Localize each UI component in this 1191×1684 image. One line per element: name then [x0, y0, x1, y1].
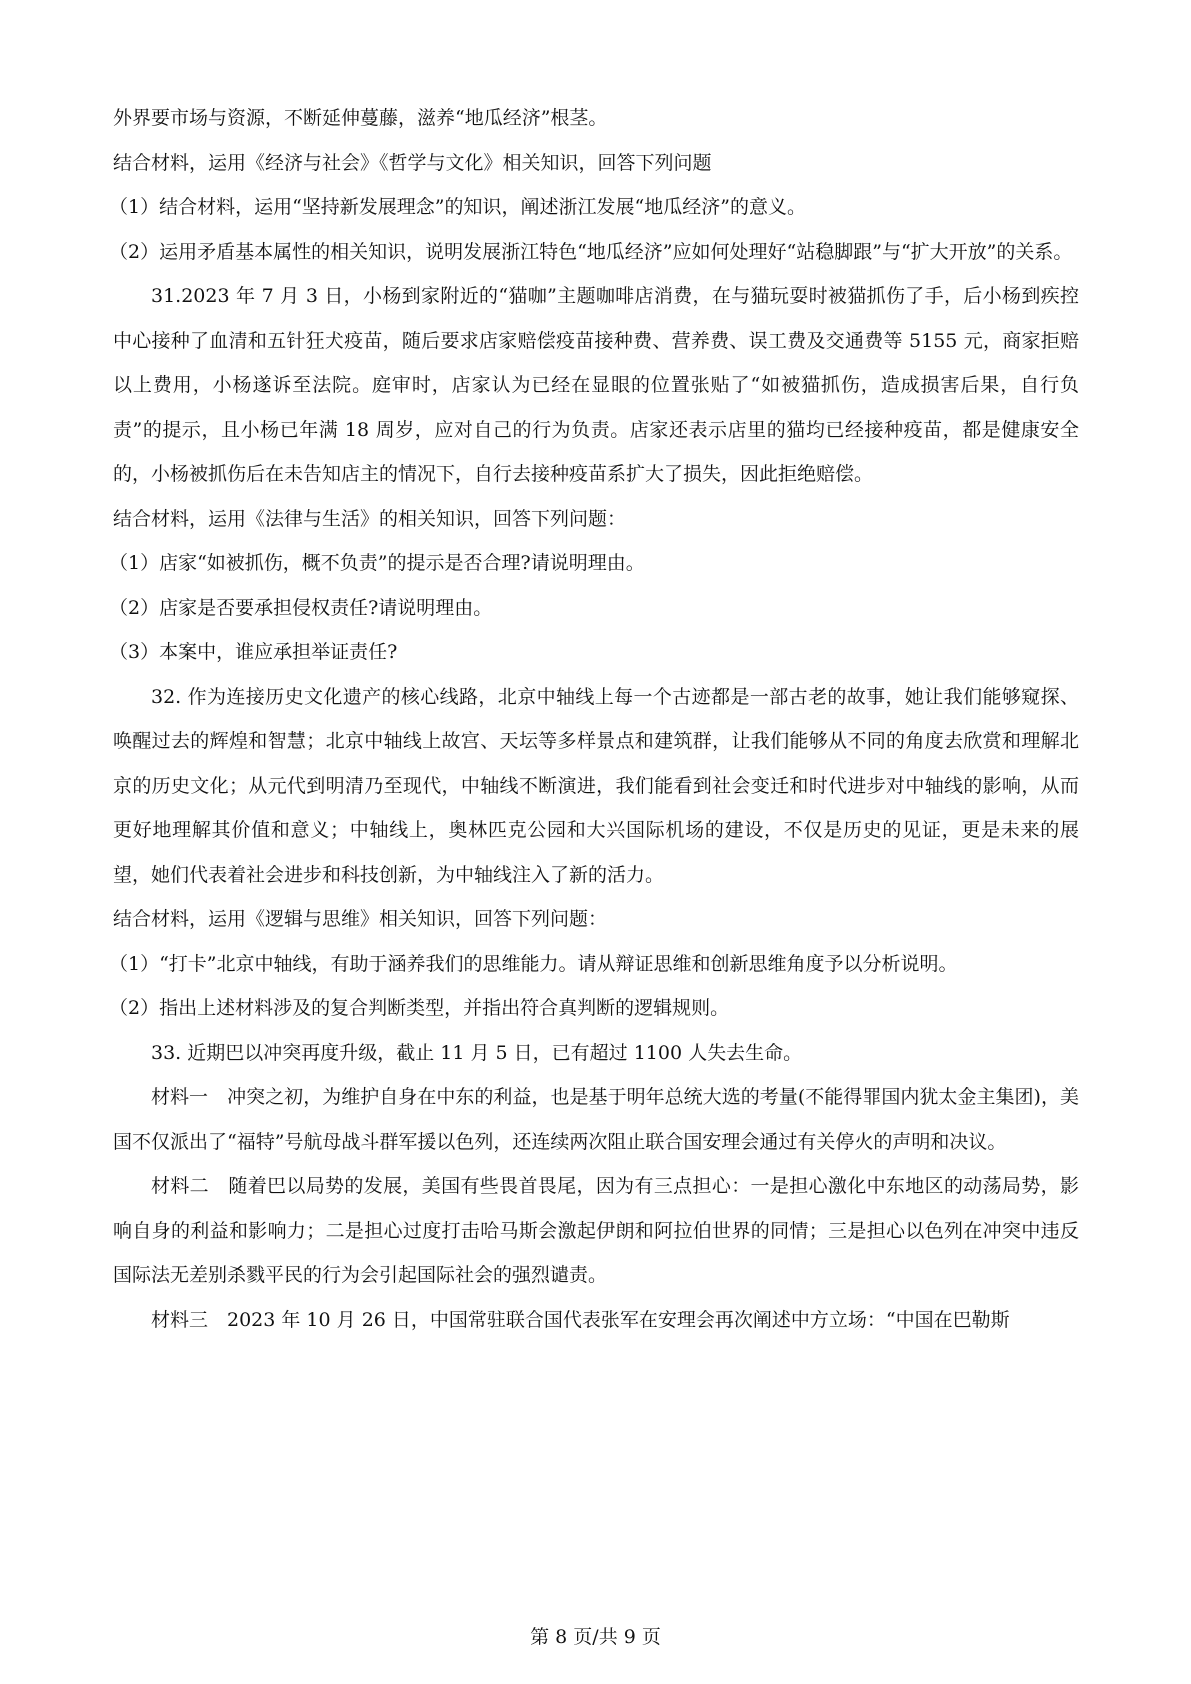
question-33-intro: 33. 近期巴以冲突再度升级，截止 11 月 5 日，已有超过 1100 人失去生命。 [151, 1041, 803, 1064]
paragraph-material-end: 外界要市场与资源，不断延伸蔓藤，滋养“地瓜经济”根茎。 [113, 107, 608, 129]
question-30-1: （1）结合材料，运用“坚持新发展理念”的知识，阐述浙江发展“地瓜经济”的意义。 [109, 196, 806, 218]
instruction-economy-philosophy: 结合材料，运用《经济与社会》《哲学与文化》相关知识，回答下列问题 [113, 151, 712, 174]
question-30-2: （2）运用矛盾基本属性的相关知识，说明发展浙江特色“地瓜经济”应如何处理好“站稳脚跟”与“扩大开放”的关系。 [109, 240, 1073, 263]
question-33-material-1: 材料一 冲突之初，为维护自身在中东的利益，也是基于明年总统大选的考量(不能得罪国内犹太金主集团)，美国不仅派出了“福特”号航母战斗群军援以色列，还连续两次阻止联合国安理会通过有关停火的声明和决议。 [113, 1086, 1080, 1153]
question-31-1: （1）店家“如被抓伤，概不负责”的提示是否合理?请说明理由。 [109, 552, 645, 574]
instruction-law-life: 结合材料，运用《法律与生活》的相关知识，回答下列问题： [113, 507, 627, 530]
question-32-1: （1）“打卡”北京中轴线，有助于涵养我们的思维能力。请从辩证思维和创新思维角度予以分析说明。 [109, 952, 958, 975]
page-footer: 第 8 页/共 9 页 [530, 1626, 661, 1648]
question-33-material-3: 材料三 2023 年 10 月 26 日，中国常驻联合国代表张军在安理会再次阐述中方立场：“中国在巴勒斯 [151, 1308, 1010, 1331]
instruction-logic-thinking: 结合材料，运用《逻辑与思维》相关知识，回答下列问题： [113, 908, 608, 930]
question-31-material: 31.2023 年 7 月 3 日，小杨到家附近的“猫咖”主题咖啡店消费，在与猫玩耍时被猫抓伤了手，后小杨到疾控中心接种了血清和五针狂犬疫苗，随后要求店家赔偿疫苗接种费、营养费、误工费及交通费等 5155 元，商家拒赔以上费用，小杨遂诉至法院。庭审时，店家认为已经在显眼的位置张贴了“如被猫抓伤，造成损害后果，自行负责”的提示，且小杨已年满 18 周岁，应对自己的行为负责。店家还表示店里的猫均已经接种疫苗，都是健康安全的，小杨被抓伤后在未告知店主的情况下，自行去接种疫苗系扩大了损失，因此拒绝赔偿。 [113, 285, 1079, 485]
question-32-2: （2）指出上述材料涉及的复合判断类型，并指出符合真判断的逻辑规则。 [109, 997, 730, 1019]
question-32-material: 32. 作为连接历史文化遗产的核心线路，北京中轴线上每一个古迹都是一部古老的故事，她让我们能够窥探、唤醒过去的辉煌和智慧；北京中轴线上故宫、天坛等多样景点和建筑群，让我们能够从不同的角度去欣赏和理解北京的历史文化；从元代到明清乃至现代，中轴线不断演进，我们能看到社会变迁和时代进步对中轴线的影响，从而更好地理解其价值和意义；中轴线上，奥林匹克公园和大兴国际机场的建设，不仅是历史的见证，更是未来的展望，她们代表着社会进步和科技创新，为中轴线注入了新的活力。 [113, 685, 1079, 886]
document-body [109, 96, 1080, 1342]
question-31-2: （2）店家是否要承担侵权责任?请说明理由。 [109, 596, 493, 619]
question-31-3: （3）本案中，谁应承担举证责任? [109, 641, 398, 663]
question-33-material-2: 材料二 随着巴以局势的发展，美国有些畏首畏尾，因为有三点担心：一是担心激化中东地区的动荡局势，影响自身的利益和影响力；二是担心过度打击哈马斯会激起伊朗和阿拉伯世界的同情；三是担心以色列在冲突中违反国际法无差别杀戮平民的行为会引起国际社会的强烈谴责。 [113, 1175, 1079, 1286]
